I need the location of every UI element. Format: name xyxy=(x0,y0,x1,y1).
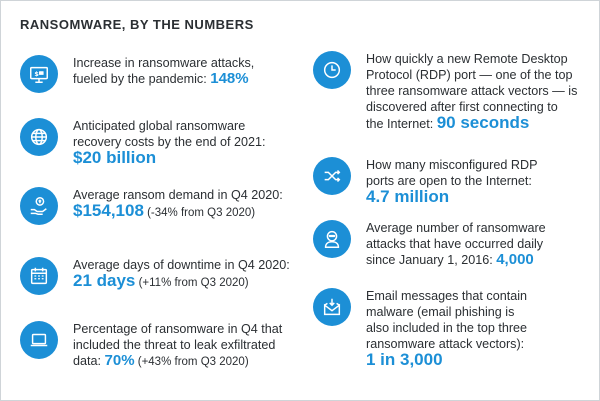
stat-label-line: malware (email phishing is xyxy=(366,305,515,319)
ransomware-screen-icon xyxy=(20,55,58,93)
stat-label-line: Increase in ransomware attacks, xyxy=(73,56,255,70)
stat-value: 148% xyxy=(210,70,249,87)
stat-daily-attacks xyxy=(313,220,546,268)
calendar-icon xyxy=(20,257,58,295)
stat-label-line: ports are open to the Internet: xyxy=(366,174,532,188)
stat-value: 90 seconds xyxy=(436,113,530,132)
globe-icon xyxy=(20,118,58,156)
stat-value: 4.7 million xyxy=(366,187,450,206)
stat-label-line: the Internet: xyxy=(366,117,437,131)
stat-misconfigured-rdp xyxy=(313,157,537,206)
stat-label-line: ransomware attack vectors): xyxy=(366,337,525,351)
stat-label-line: fueled by the pandemic: xyxy=(73,72,211,86)
stat-value: 70% xyxy=(104,352,135,369)
stat-change-note: (+11% from Q3 2020) xyxy=(135,277,249,289)
stat-change-note: (+43% from Q3 2020) xyxy=(134,356,249,368)
stat-change-note: (-34% from Q3 2020) xyxy=(143,207,256,219)
stat-label-line: attacks that have occurred daily xyxy=(366,237,544,251)
stat-label-line: also included in the top three xyxy=(366,321,528,335)
stat-value: 21 days xyxy=(73,271,136,290)
stat-value: $154,108 xyxy=(73,201,144,220)
stat-value: 4,000 xyxy=(496,251,534,268)
stat-label-line: included the threat to leak exfiltrated xyxy=(73,338,276,352)
stat-email-malware xyxy=(313,288,527,369)
stat-rdp-discovery xyxy=(313,51,577,132)
stat-value: $20 billion xyxy=(73,148,157,167)
stat-label-line: Average days of downtime in Q4 2020: xyxy=(73,258,290,272)
stat-recovery-costs xyxy=(20,118,266,167)
hacker-icon xyxy=(313,220,351,258)
laptop-icon xyxy=(20,321,58,359)
stat-label-line: Average number of ransomware xyxy=(366,221,546,235)
stat-label-line: Percentage of ransomware in Q4 that xyxy=(73,322,283,336)
stat-label-line: Anticipated global ransomware xyxy=(73,119,246,133)
email-malware-icon xyxy=(313,288,351,326)
infographic-title: RANSOMWARE, BY THE NUMBERS xyxy=(20,17,254,32)
clock-icon xyxy=(313,51,351,89)
svg-text:$: $ xyxy=(34,69,39,78)
shuffle-arrows-icon xyxy=(313,157,351,195)
stat-label-line: Email messages that contain xyxy=(366,289,528,303)
coin-hand-icon xyxy=(20,187,58,225)
stat-label-line: data: xyxy=(73,354,105,368)
stat-value: 1 in 3,000 xyxy=(366,350,443,369)
stat-label-line: Average ransom demand in Q4 2020: xyxy=(73,188,283,202)
stat-leak-threat xyxy=(20,321,282,370)
stat-label-line: How quickly a new Remote Desktop xyxy=(366,52,568,66)
stat-label-line: How many misconfigured RDP xyxy=(366,158,538,172)
stat-attack-increase xyxy=(20,55,254,93)
stat-downtime xyxy=(20,257,290,295)
stat-label-line: Protocol (RDP) port — one of the top xyxy=(366,68,573,82)
stat-ransom-demand xyxy=(20,187,283,225)
stat-label-line: since January 1, 2016: xyxy=(366,253,497,267)
stat-label-line: three ransomware attack vectors — is xyxy=(366,84,578,98)
stat-label-line: recovery costs by the end of 2021: xyxy=(73,135,266,149)
stat-label-line: discovered after first connecting to xyxy=(366,100,558,114)
